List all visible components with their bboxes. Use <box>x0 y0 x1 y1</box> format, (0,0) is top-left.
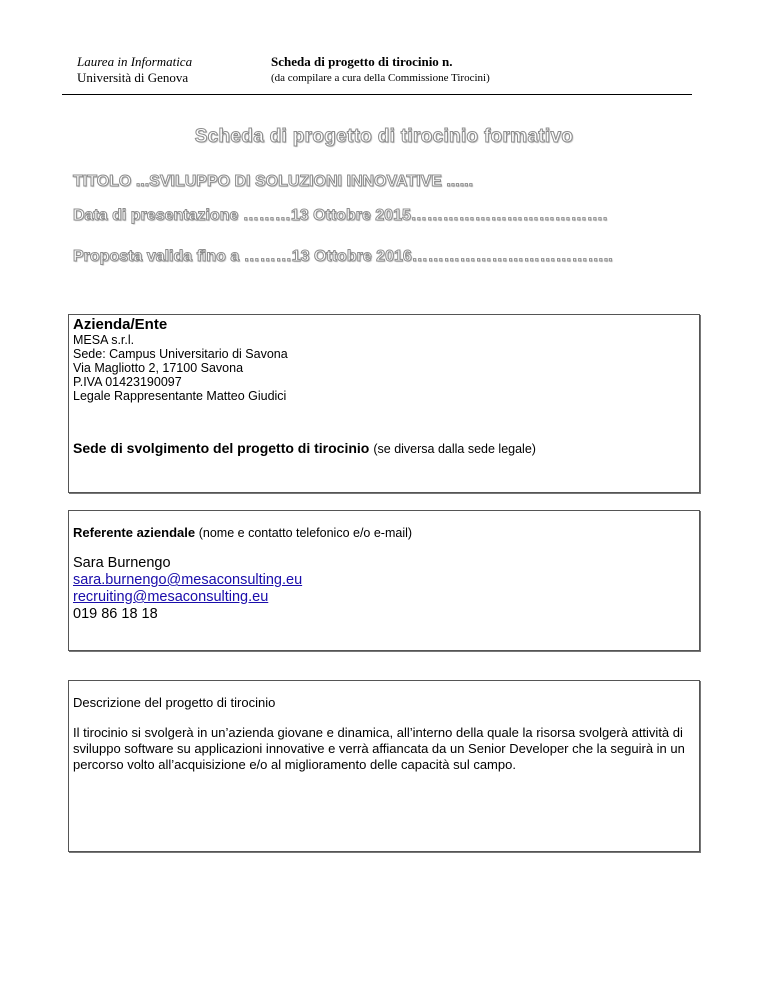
company-line: Sede: Campus Universitario di Savona <box>73 347 288 361</box>
description-heading: Descrizione del progetto di tirocinio <box>73 695 276 710</box>
description-text: Il tirocinio si svolgerà in un’azienda giovane e dinamica, all’interno della quale la risorsa svolgerà attività di sviluppo software su applicazioni innovative e verrà affiancata da un Senior Developer che la seguirà in un percorso volto all’acquisizione e/o al miglioramento delle capacità sul campo. <box>73 725 685 772</box>
form-note: (da compilare a cura della Commissione Tirocini) <box>271 72 490 84</box>
valid-until: Proposta valida fino a ………13 Ottobre 2016……………………………….. <box>73 248 613 265</box>
submission-date: Data di presentazione ………13 Ottobre 2015………………………………. <box>73 207 608 224</box>
header-left <box>77 54 192 86</box>
recruiting-email-link[interactable]: recruiting@mesaconsulting.eu <box>73 589 269 605</box>
course-name: Laurea in Informatica <box>77 54 193 69</box>
project-title: TITOLO ...SVILUPPO DI SOLUZIONI INNOVATIVE ...... <box>73 173 474 190</box>
company-heading: Azienda/Ente <box>73 316 168 333</box>
company-line: MESA s.r.l. <box>73 333 135 347</box>
university-name: Università di Genova <box>77 70 189 85</box>
referent-phone: 019 86 18 18 <box>73 606 158 622</box>
form-title: Scheda di progetto di tirocinio n. <box>271 54 453 69</box>
referent-heading: Referente aziendale <box>73 525 196 540</box>
internship-location <box>73 440 695 456</box>
referent-email-link[interactable]: sara.burnengo@mesaconsulting.eu <box>73 572 303 588</box>
referent-box <box>68 510 700 651</box>
description-box <box>68 680 700 852</box>
page-header <box>62 54 692 95</box>
referent-contact <box>73 555 695 623</box>
company-line: Legale Rappresentante Matteo Giudici <box>73 389 287 403</box>
header-right <box>271 54 490 86</box>
internship-location-heading: Sede di svolgimento del progetto di tirocinio <box>73 440 370 456</box>
internship-location-note: (se diversa dalla sede legale) <box>373 442 536 456</box>
referent-note: (nome e contatto telefonico e/o e-mail) <box>198 526 413 540</box>
referent-heading-row <box>73 525 695 540</box>
company-line: Via Magliotto 2, 17100 Savona <box>73 361 244 375</box>
company-line: P.IVA 01423190097 <box>73 375 182 389</box>
referent-name: Sara Burnengo <box>73 555 171 571</box>
document-title: Scheda di progetto di tirocinio formativo <box>194 126 574 147</box>
company-box <box>68 314 700 493</box>
